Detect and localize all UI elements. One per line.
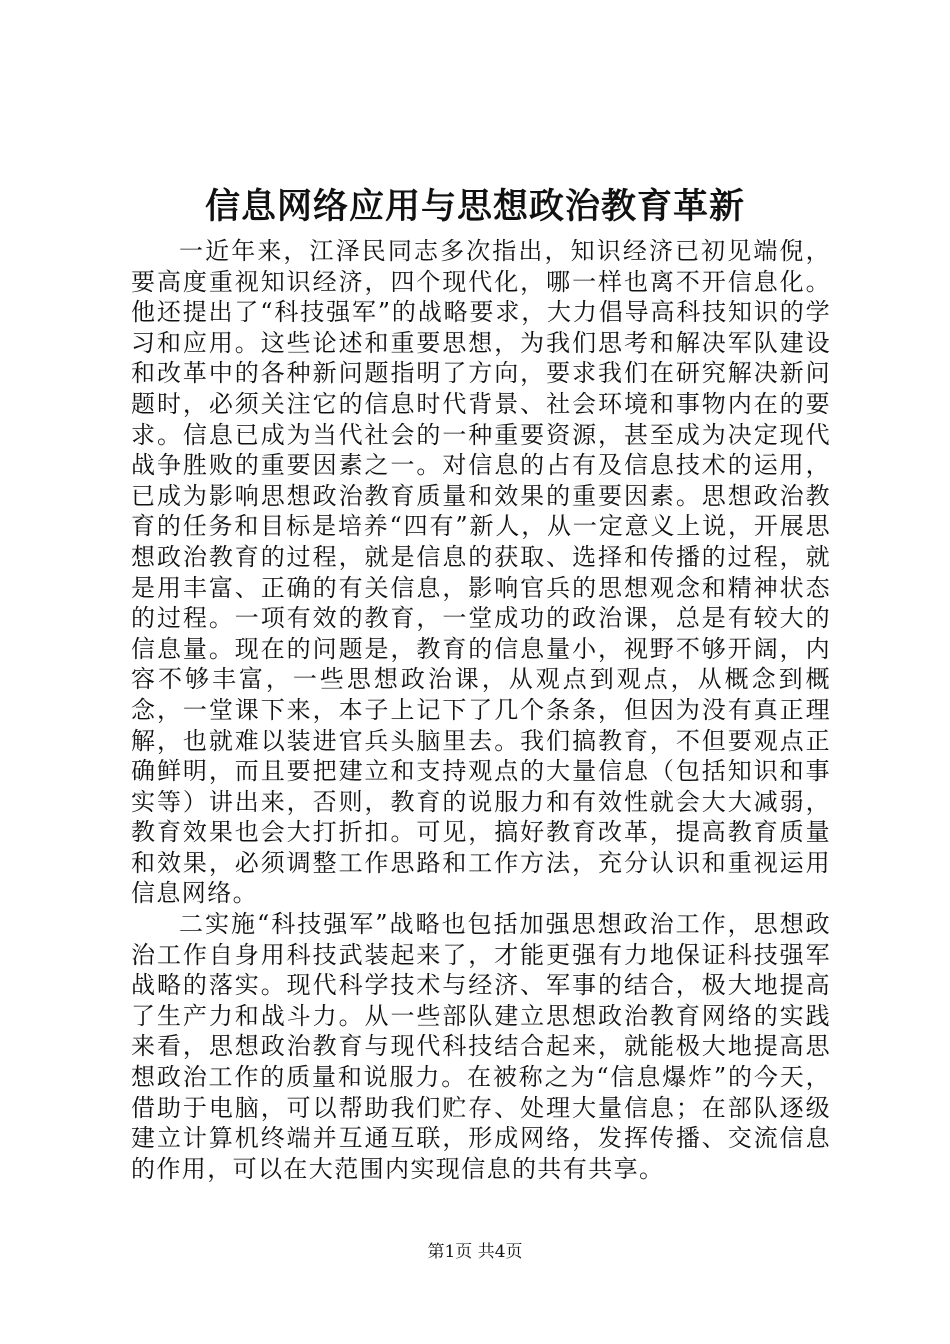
document-body — [131, 236, 831, 1184]
page-footer: 第1页 共4页 — [427, 1242, 523, 1262]
document-title: 信息网络应用与思想政治教育革新 — [204, 186, 745, 227]
paragraph-1: 一近年来，江泽民同志多次指出，知识经济已初见端倪，要高度重视知识经济，四个现代化，哪一样也离不开信息化。他还提出了“科技强军”的战略要求，大力倡导高科技知识的学习和应用。这些论述和重要思想，为我们思考和解决军队建设和改革中的各种新问题指明了方向，要求我们在研究解决新问题时，必须关注它的信息时代背景、社会环境和事物内在的要求。信息已成为当代社会的一种重要资源，甚至成为决定现代战争胜败的重要因素之一。对信息的占有及信息技术的运用，已成为影响思想政治教育质量和效果的重要因素。思想政治教育的任务和目标是培养“四有”新人，从一定意义上说，开展思想政治教育的过程，就是信息的获取、选择和传播的过程，就是用丰富、正确的有关信息，影响官兵的思想观念和精神状态的过程。一项有效的教育，一堂成功的政治课，总是有较大的信息量。现在的问题是，教育的信息量小，视野不够开阔，内容不够丰富，一些思想政治课，从观点到观点，从概念到概念，一堂课下来，本子上记下了几个条条，但因为没有真正理解，也就难以装进官兵头脑里去。我们搞教育，不但要观点正确鲜明，而且要把建立和支持观点的大量信息（包括知识和事实等）讲出来，否则，教育的说服力和有效性就会大大减弱，教育效果也会大打折扣。可见，搞好教育改革，提高教育质量和效果，必须调整工作思路和工作方法，充分认识和重视运用信息网络。 — [131, 237, 831, 908]
paragraph-2: 二实施“科技强军”战略也包括加强思想政治工作，思想政治工作自身用科技武装起来了，才能更强有力地保证科技强军战略的落实。现代科学技术与经济、军事的结合，极大地提高了生产力和战斗力。从一些部队建立思想政治教育网络的实践来看，思想政治教育与现代科技结合起来，就能极大地提高思想政治工作的质量和说服力。在被称之为“信息爆炸”的今天，借助于电脑，可以帮助我们贮存、处理大量信息；在部队逐级建立计算机终端并互通互联，形成网络，发挥传播、交流信息的作用，可以在大范围内实现信息的共有共享。 — [131, 910, 831, 1183]
